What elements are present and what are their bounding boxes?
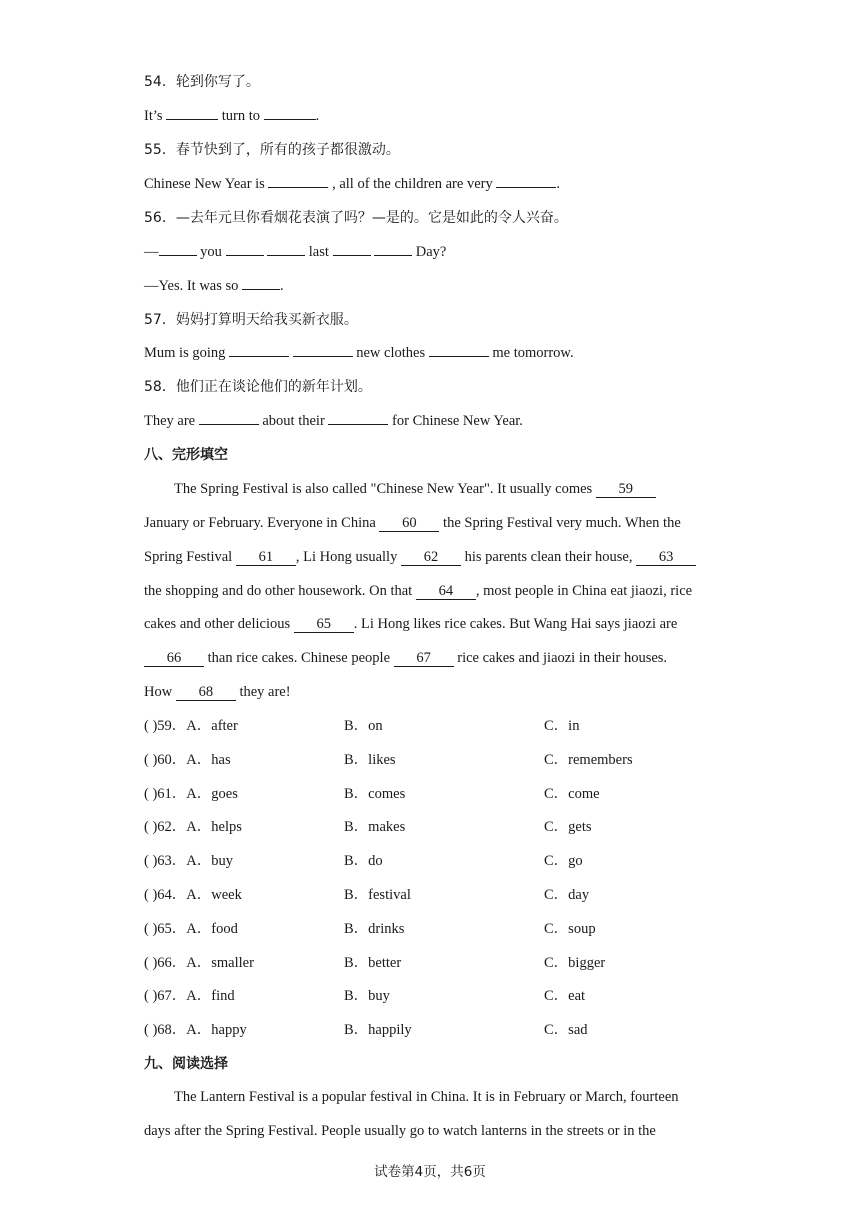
option-row-64 (144, 886, 764, 904)
section-9-heading: 九、阅读选择 (144, 1056, 228, 1072)
blank[interactable] (229, 356, 289, 357)
cloze-line-4: the shopping and do other housework. On that 64 , most people in China eat jiaozi, rice (144, 583, 693, 599)
page-footer: 试卷第4页，共6页 (374, 1164, 486, 1180)
option-c[interactable]: C．sad (544, 1022, 588, 1038)
option-b[interactable]: B．buy (344, 988, 390, 1004)
blank[interactable] (159, 255, 197, 256)
option-c[interactable]: C．remembers (544, 752, 633, 768)
option-row-63 (144, 852, 764, 870)
q56-sentence-1: — you last Day? (144, 244, 447, 260)
option-a[interactable]: ( )66．A．smaller (144, 955, 254, 971)
option-row-67 (144, 987, 764, 1005)
blank[interactable] (333, 255, 371, 256)
option-c[interactable]: C．in (544, 718, 580, 734)
section-8-heading: 八、完形填空 (144, 447, 228, 463)
cloze-line-5: cakes and other delicious 65 . Li Hong likes rice cakes. But Wang Hai says jiaozi are (144, 616, 678, 632)
blank[interactable] (429, 356, 489, 357)
option-c[interactable]: C．go (544, 853, 583, 869)
option-b[interactable]: B．happily (344, 1022, 412, 1038)
reading-line-2: days after the Spring Festival. People usually go to watch lanterns in the streets or in the (144, 1123, 656, 1139)
cloze-blank-61: 61 (236, 550, 296, 566)
blank[interactable] (293, 356, 353, 357)
blank[interactable] (264, 119, 316, 120)
cloze-line-2: January or February. Everyone in China 60 the Spring Festival very much. When the (144, 515, 681, 531)
option-b[interactable]: B．better (344, 955, 402, 971)
blank[interactable] (166, 119, 218, 120)
cloze-blank-68: 68 (176, 685, 236, 701)
option-b[interactable]: B．on (344, 718, 383, 734)
option-row-59 (144, 717, 764, 735)
option-a[interactable]: ( )61．A．goes (144, 786, 238, 802)
option-a[interactable]: ( )64．A．week (144, 887, 242, 903)
blank[interactable] (374, 255, 412, 256)
option-a[interactable]: ( )60．A．has (144, 752, 231, 768)
option-c[interactable]: C．eat (544, 988, 586, 1004)
cloze-blank-63: 63 (636, 550, 696, 566)
cloze-blank-67: 67 (394, 651, 454, 667)
option-b[interactable]: B．drinks (344, 921, 405, 937)
option-b[interactable]: B．do (344, 853, 383, 869)
option-row-60 (144, 751, 764, 769)
q55-sentence: Chinese New Year is , all of the children are very . (144, 176, 560, 192)
cloze-line-7: How 68 they are! (144, 684, 291, 700)
q55-prompt: 55．春节快到了，所有的孩子都很激动。 (144, 142, 400, 158)
option-row-68 (144, 1021, 764, 1039)
option-c[interactable]: C．soup (544, 921, 596, 937)
option-b[interactable]: B．comes (344, 786, 406, 802)
blank[interactable] (496, 187, 556, 188)
option-c[interactable]: C．come (544, 786, 600, 802)
cloze-blank-64: 64 (416, 584, 476, 600)
cloze-line-3: Spring Festival 61 , Li Hong usually 62 his parents clean their house, 63 (144, 548, 696, 566)
cloze-line-6: 66 than rice cakes. Chinese people 67 rice cakes and jiaozi in their houses. (144, 649, 667, 667)
option-c[interactable]: C．bigger (544, 955, 606, 971)
q56-sentence-2: —Yes. It was so . (144, 278, 284, 294)
q58-prompt: 58．他们正在谈论他们的新年计划。 (144, 379, 372, 395)
cloze-blank-59: 59 (596, 482, 656, 498)
reading-line-1: The Lantern Festival is a popular festival in China. It is in February or March, fourteen (174, 1089, 679, 1105)
option-b[interactable]: B．likes (344, 752, 396, 768)
cloze-blank-65: 65 (294, 617, 354, 633)
q54-prompt: 54．轮到你写了。 (144, 74, 260, 90)
cloze-line-1: The Spring Festival is also called "Chinese New Year". It usually comes 59 (174, 480, 656, 498)
option-c[interactable]: C．gets (544, 819, 592, 835)
option-a[interactable]: ( )68．A．happy (144, 1022, 247, 1038)
blank[interactable] (328, 424, 388, 425)
option-a[interactable]: ( )67．A．find (144, 988, 235, 1004)
cloze-blank-62: 62 (401, 550, 461, 566)
option-b[interactable]: B．makes (344, 819, 406, 835)
blank[interactable] (226, 255, 264, 256)
option-row-62 (144, 818, 764, 836)
blank[interactable] (268, 187, 328, 188)
blank[interactable] (199, 424, 259, 425)
option-a[interactable]: ( )62．A．helps (144, 819, 242, 835)
q54-sentence: It’s turn to . (144, 108, 320, 124)
blank[interactable] (267, 255, 305, 256)
cloze-blank-66: 66 (144, 651, 204, 667)
option-c[interactable]: C．day (544, 887, 590, 903)
q57-prompt: 57．妈妈打算明天给我买新衣服。 (144, 312, 358, 328)
q56-prompt: 56．—去年元旦你看烟花表演了吗？—是的。它是如此的令人兴奋。 (144, 210, 568, 226)
option-a[interactable]: ( )59．A．after (144, 718, 238, 734)
option-a[interactable]: ( )65．A．food (144, 921, 238, 937)
option-row-66 (144, 954, 764, 972)
q57-sentence: Mum is going new clothes me tomorrow. (144, 345, 574, 361)
cloze-blank-60: 60 (379, 516, 439, 532)
option-row-65 (144, 920, 764, 938)
option-b[interactable]: B．festival (344, 887, 411, 903)
blank[interactable] (242, 289, 280, 290)
q58-sentence: They are about their for Chinese New Year. (144, 413, 523, 429)
option-a[interactable]: ( )63．A．buy (144, 853, 234, 869)
option-row-61 (144, 785, 764, 803)
